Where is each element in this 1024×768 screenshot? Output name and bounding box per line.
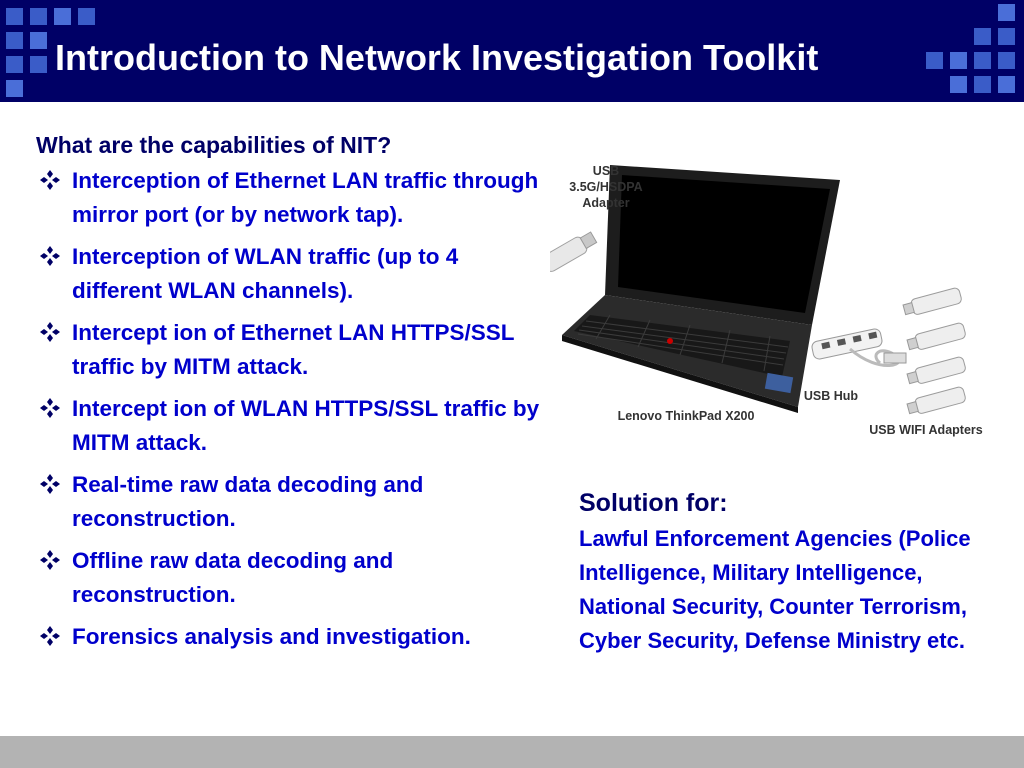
four-diamond-bullet-icon (39, 397, 61, 419)
usb-wifi-adapters-image (902, 287, 966, 416)
title-bar (0, 0, 1024, 102)
four-diamond-bullet-icon (39, 321, 61, 343)
usb-hub-image (811, 328, 906, 366)
four-diamond-bullet-icon (39, 473, 61, 495)
slide-title: Introduction to Network Investigation Toolkit (55, 37, 819, 78)
capabilities-section (36, 128, 546, 662)
capability-bullet (36, 620, 546, 654)
capabilities-list (36, 164, 546, 654)
capability-text: Intercept ion of Ethernet LAN HTTPS/SSL traffic by MITM attack. (72, 320, 515, 379)
capability-text: Offline raw data decoding and reconstruction. (72, 548, 394, 607)
capability-bullet (36, 392, 546, 460)
four-diamond-bullet-icon (39, 625, 61, 647)
capability-text: Interception of Ethernet LAN traffic through mirror port (or by network tap). (72, 168, 539, 227)
footer-bar (0, 736, 1024, 768)
hardware-figure (550, 145, 990, 445)
solution-title: Solution for: (579, 489, 728, 517)
capability-bullet (36, 164, 546, 232)
usb-3g-adapter-label: USB 3.5G/HSDPA Adapter (569, 164, 643, 210)
capability-text: Forensics analysis and investigation. (72, 624, 471, 649)
wifi-adapters-label: USB WIFI Adapters (869, 423, 983, 437)
capability-bullet (36, 316, 546, 384)
four-diamond-bullet-icon (39, 549, 61, 571)
solution-section (579, 486, 1009, 658)
laptop-label: Lenovo ThinkPad X200 (617, 409, 755, 423)
usb-3g-adapter-image (550, 232, 597, 274)
capability-text: Interception of WLAN traffic (up to 4 different WLAN channels). (72, 244, 459, 303)
four-diamond-bullet-icon (39, 245, 61, 267)
solution-text: Lawful Enforcement Agencies (Police Intelligence, Military Intelligence, National Security, Counter Terrorism, Cyber Security, Defense Ministry etc. (579, 526, 971, 653)
capability-text: Real-time raw data decoding and reconstruction. (72, 472, 424, 531)
four-diamond-bullet-icon (39, 169, 61, 191)
capabilities-question: What are the capabilities of NIT? (36, 132, 392, 158)
capability-text: Intercept ion of WLAN HTTPS/SSL traffic by MITM attack. (72, 396, 540, 455)
capability-bullet (36, 468, 546, 536)
capability-bullet (36, 240, 546, 308)
capability-bullet (36, 544, 546, 612)
usb-hub-label: USB Hub (803, 389, 859, 403)
